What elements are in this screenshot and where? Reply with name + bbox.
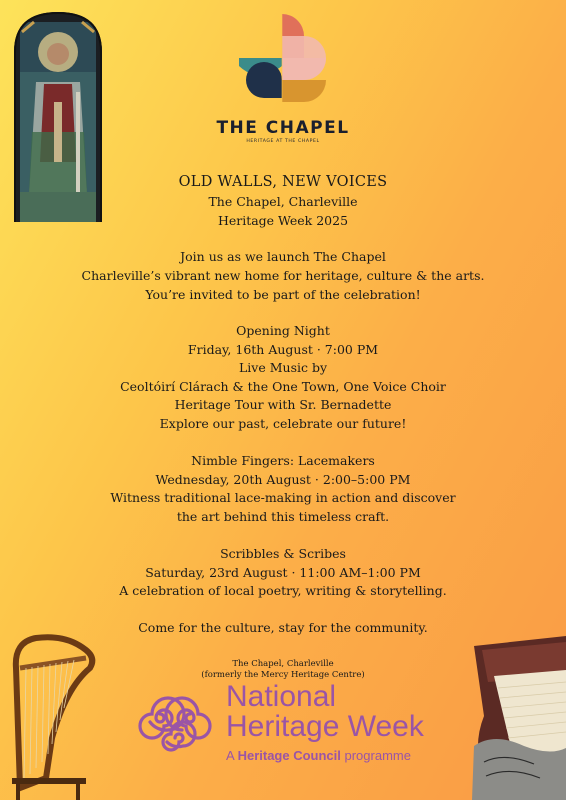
opening-line-4: Explore our past, celebrate our future!: [159, 416, 407, 431]
closing-line: Come for the culture, stay for the community.: [138, 620, 428, 635]
opening-when: Friday, 16th August · 7:00 PM: [187, 342, 379, 357]
intro-line-2: Charleville’s vibrant new home for heritage, culture & the arts.: [81, 268, 485, 283]
nhw-tagline: [226, 748, 411, 763]
intro-line-3: You’re invited to be part of the celebration!: [145, 287, 421, 302]
lace-line-2: the art behind this timeless craft.: [176, 509, 390, 524]
lace-line-1: Witness traditional lace-making in action and discover: [110, 490, 456, 505]
intro-line-1: Join us as we launch The Chapel: [180, 249, 386, 264]
credit-line-2: (formerly the Mercy Heritage Centre): [201, 670, 365, 680]
nhw-tag-prefix: A: [226, 748, 238, 763]
opening-line-1: Live Music by: [238, 360, 328, 375]
scribes-heading: Scribbles & Scribes: [220, 546, 346, 561]
event-title: OLD WALLS, NEW VOICES: [178, 174, 388, 190]
old-book-image: [454, 636, 566, 800]
harp-image: [6, 628, 98, 800]
nhw-line-1: National: [226, 680, 337, 713]
lace-when: Wednesday, 20th August · 2:00–5:00 PM: [155, 472, 411, 487]
event-venue: The Chapel, Charleville: [208, 194, 358, 209]
opening-line-2: Ceoltóirí Clárach & the One Town, One Voice Choir: [120, 379, 446, 394]
credit-line-1: The Chapel, Charleville: [232, 659, 334, 669]
nhw-tag-bold: Heritage Council: [237, 748, 341, 763]
event-name: Heritage Week 2025: [217, 213, 349, 228]
nhw-tag-suffix: programme: [340, 748, 411, 763]
triskele-spiral-icon: [128, 682, 222, 762]
opening-heading: Opening Night: [236, 323, 330, 338]
the-chapel-logo-icon: [236, 14, 328, 114]
scribes-line-1: A celebration of local poetry, writing & storytelling.: [119, 583, 447, 598]
nhw-line-2: Heritage Week: [226, 710, 424, 743]
opening-line-3: Heritage Tour with Sr. Bernadette: [174, 397, 392, 412]
brand-name: THE CHAPEL: [216, 118, 350, 138]
lace-heading: Nimble Fingers: Lacemakers: [191, 453, 375, 468]
scribes-when: Saturday, 23rd August · 11:00 AM–1:00 PM: [145, 565, 421, 580]
brand-tagline: HERITAGE AT THE CHAPEL: [246, 139, 320, 144]
